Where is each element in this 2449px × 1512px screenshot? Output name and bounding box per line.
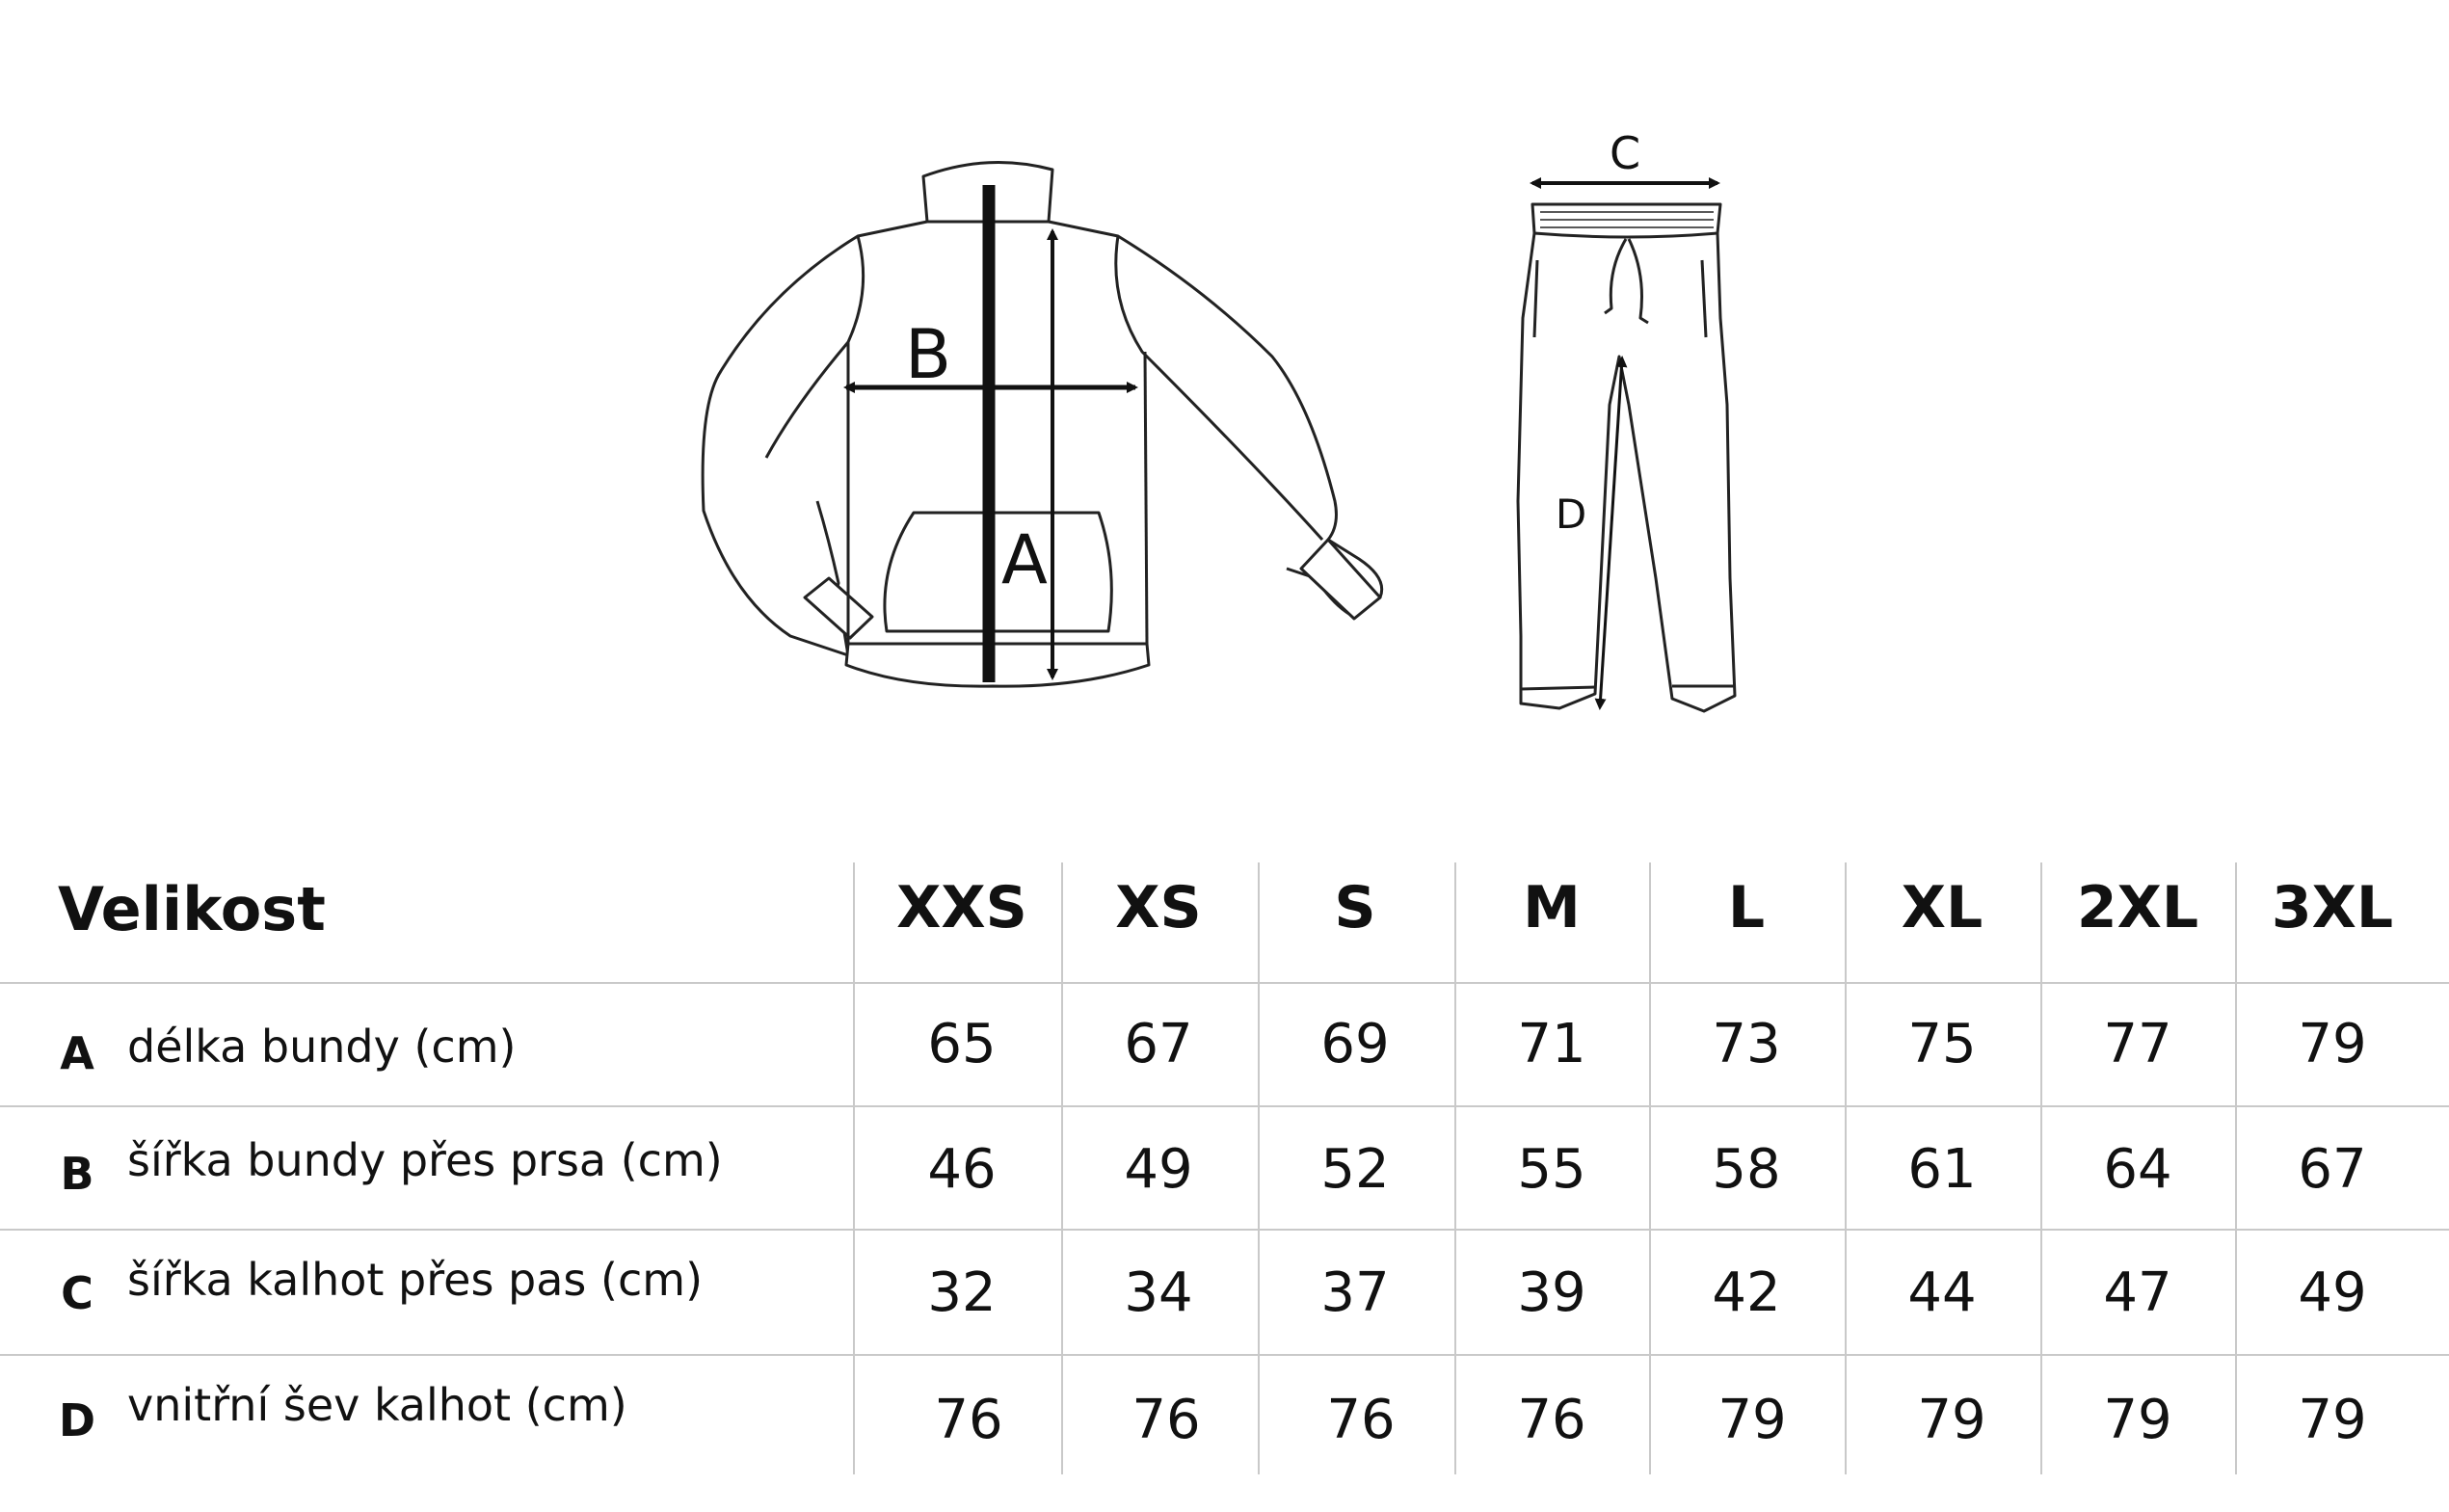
size-col-m: M bbox=[1523, 874, 1581, 942]
row-label: délka bundy (cm) bbox=[127, 1021, 517, 1073]
table-cell: 49 bbox=[1124, 1138, 1193, 1201]
table-cell: 46 bbox=[927, 1138, 997, 1201]
table-cell: 76 bbox=[934, 1389, 1003, 1451]
table-cell: 67 bbox=[2298, 1138, 2367, 1201]
row-letter: A bbox=[60, 1027, 94, 1079]
table-row bbox=[0, 1231, 2449, 1354]
jacket-illustration bbox=[703, 162, 1382, 686]
table-cell: 73 bbox=[1712, 1013, 1781, 1075]
table-cell: 79 bbox=[2298, 1389, 2367, 1451]
table-row bbox=[0, 1107, 2449, 1229]
table-cell: 49 bbox=[2298, 1261, 2367, 1324]
size-col-xl: XL bbox=[1901, 874, 1983, 942]
table-cell: 76 bbox=[1131, 1389, 1201, 1451]
table-cell: 67 bbox=[1124, 1013, 1193, 1075]
row-label: vnitřní šev kalhot (cm) bbox=[127, 1379, 627, 1431]
table-cell: 77 bbox=[2103, 1013, 2172, 1075]
table-cell: 79 bbox=[2298, 1013, 2367, 1075]
table-cell: 79 bbox=[2103, 1389, 2172, 1451]
table-row bbox=[0, 984, 2449, 1105]
table-cell: 65 bbox=[927, 1013, 997, 1075]
label-c: C bbox=[1609, 127, 1641, 179]
size-header-label: Velikost bbox=[58, 874, 326, 944]
size-col-xxs: XXS bbox=[896, 874, 1027, 942]
table-row bbox=[0, 1356, 2449, 1475]
table-cell: 79 bbox=[1717, 1389, 1787, 1451]
table-cell: 32 bbox=[927, 1261, 997, 1324]
table-cell: 79 bbox=[1917, 1389, 1986, 1451]
table-cell: 55 bbox=[1517, 1138, 1586, 1201]
row-letter: C bbox=[61, 1267, 93, 1319]
row-letter: B bbox=[60, 1148, 94, 1200]
table-cell: 52 bbox=[1320, 1138, 1390, 1201]
table-cell: 69 bbox=[1320, 1013, 1390, 1075]
size-col-s: S bbox=[1334, 874, 1376, 942]
table-cell: 76 bbox=[1326, 1389, 1396, 1451]
table-header-row bbox=[0, 862, 2449, 983]
size-col-3xl: 3XL bbox=[2271, 874, 2394, 942]
table-cell: 75 bbox=[1907, 1013, 1977, 1075]
label-a: A bbox=[1001, 520, 1048, 599]
size-col-2xl: 2XL bbox=[2076, 874, 2199, 942]
row-label: šířka kalhot přes pas (cm) bbox=[127, 1254, 704, 1306]
table-cell: 37 bbox=[1320, 1261, 1390, 1324]
table-cell: 64 bbox=[2103, 1138, 2172, 1201]
size-col-l: L bbox=[1727, 874, 1766, 942]
label-b: B bbox=[904, 315, 952, 394]
table-cell: 71 bbox=[1517, 1013, 1586, 1075]
table-cell: 76 bbox=[1517, 1389, 1586, 1451]
table-cell: 44 bbox=[1907, 1261, 1977, 1324]
size-col-xs: XS bbox=[1115, 874, 1202, 942]
label-d: D bbox=[1555, 491, 1587, 538]
table-cell: 47 bbox=[2103, 1261, 2172, 1324]
table-cell: 34 bbox=[1124, 1261, 1193, 1324]
row-label: šířka bundy přes prsa (cm) bbox=[127, 1134, 723, 1186]
row-letter: D bbox=[58, 1394, 96, 1446]
table-cell: 42 bbox=[1712, 1261, 1781, 1324]
table-cell: 61 bbox=[1907, 1138, 1977, 1201]
table-cell: 39 bbox=[1517, 1261, 1586, 1324]
pants-illustration bbox=[1518, 204, 1735, 711]
table-cell: 58 bbox=[1712, 1138, 1781, 1201]
